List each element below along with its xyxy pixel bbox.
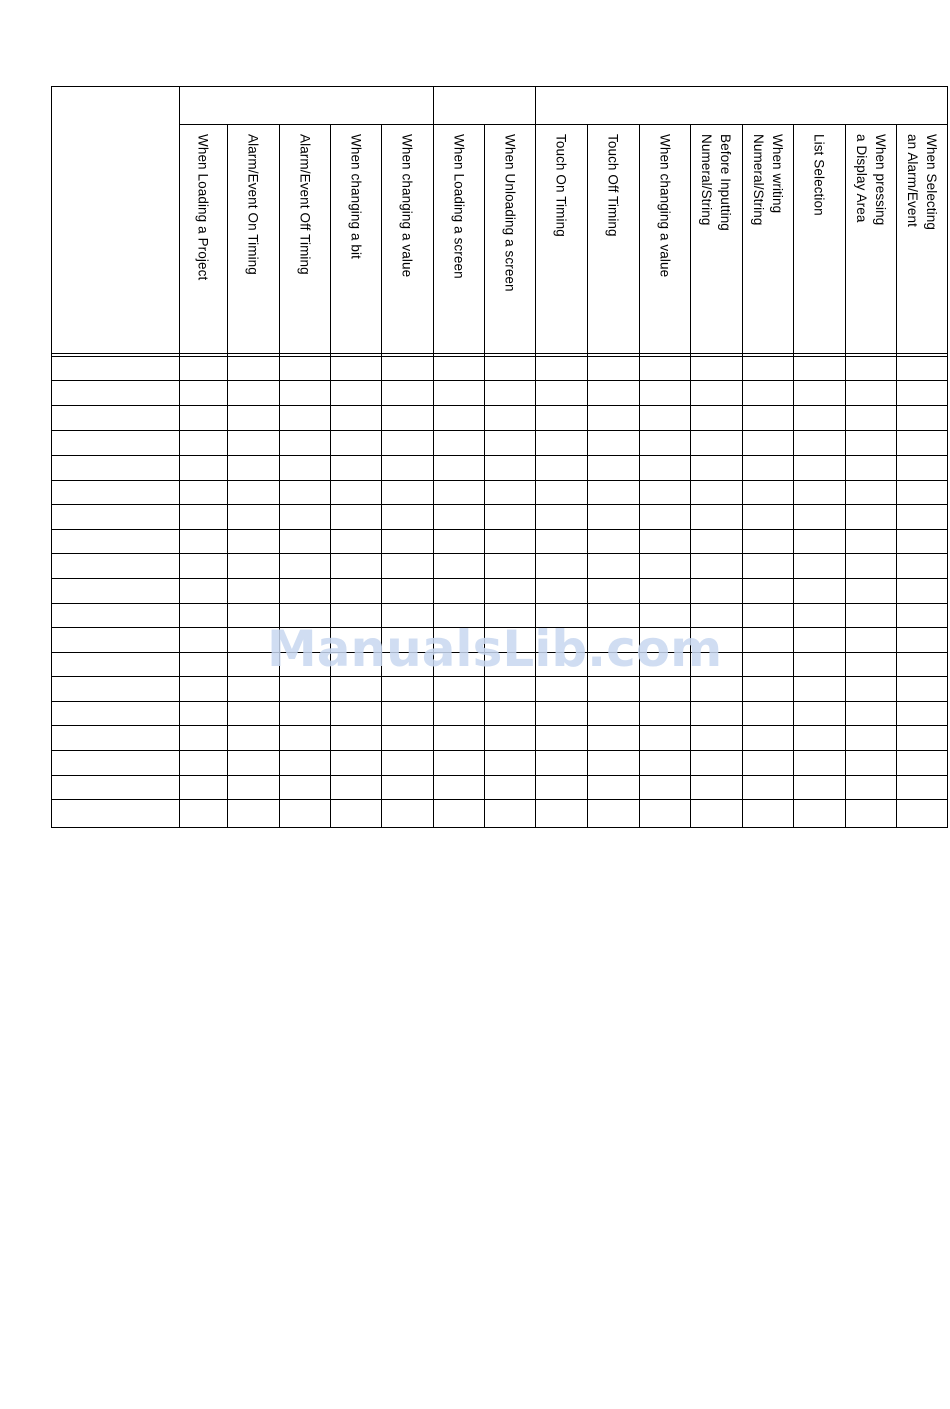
table-row-divider bbox=[51, 405, 947, 406]
column-header bbox=[587, 134, 639, 344]
column-header bbox=[279, 134, 330, 344]
column-header-label: When changing a bit bbox=[348, 134, 363, 259]
column-header-label: When Loading a screen bbox=[451, 134, 466, 279]
table-row-divider bbox=[51, 455, 947, 456]
header-rule-upper bbox=[51, 353, 947, 354]
column-header-label: List Selection bbox=[811, 134, 827, 216]
column-header-label: Alarm/Event On Timing bbox=[245, 134, 261, 275]
column-header bbox=[639, 134, 690, 344]
column-header bbox=[845, 134, 896, 344]
column-header-label: When changing a value bbox=[399, 134, 415, 278]
table-border-right bbox=[947, 86, 948, 828]
column-header-label: When pressing a Display Area bbox=[853, 134, 888, 226]
column-header bbox=[742, 134, 793, 344]
table-row-divider bbox=[51, 480, 947, 481]
table-row-divider bbox=[51, 504, 947, 505]
watermark: ManualsLib.com bbox=[267, 620, 723, 678]
column-header bbox=[484, 134, 535, 344]
column-header-label: Touch On Timing bbox=[553, 134, 569, 237]
table-border-left bbox=[51, 86, 52, 828]
column-header-label: Touch Off Timing bbox=[605, 134, 621, 237]
column-header bbox=[381, 134, 433, 344]
column-header bbox=[690, 134, 742, 344]
column-header-label: When Loading a Project bbox=[195, 134, 211, 281]
table-row-divider bbox=[51, 578, 947, 579]
table-row-divider bbox=[51, 627, 947, 628]
column-header bbox=[896, 134, 947, 344]
column-header bbox=[330, 134, 381, 344]
column-header bbox=[227, 134, 279, 344]
table-row-divider bbox=[51, 380, 947, 381]
group-header-underline bbox=[179, 124, 947, 125]
table-row-divider bbox=[51, 529, 947, 530]
table-row-divider bbox=[51, 750, 947, 751]
column-header-label: Alarm/Event Off Timing bbox=[297, 134, 312, 275]
table-row-divider bbox=[51, 652, 947, 653]
column-header-label: When writing Numeral/String bbox=[750, 134, 785, 226]
column-header-label: Before Inputting Numeral/String bbox=[699, 134, 733, 231]
table-row-divider bbox=[51, 603, 947, 604]
table-row-divider bbox=[51, 430, 947, 431]
column-header bbox=[793, 134, 845, 344]
table-row-divider bbox=[51, 701, 947, 702]
column-header bbox=[179, 134, 227, 344]
table-row-divider bbox=[51, 799, 947, 800]
table-row-divider bbox=[51, 775, 947, 776]
column-header-label: When changing a value bbox=[657, 134, 672, 278]
column-header bbox=[433, 134, 484, 344]
column-header-label: When Unloading a screen bbox=[502, 134, 517, 292]
table-row-divider bbox=[51, 725, 947, 726]
table-border-top bbox=[51, 86, 948, 87]
column-header bbox=[535, 134, 587, 344]
table-border-bottom bbox=[51, 827, 948, 828]
table-row-divider bbox=[51, 676, 947, 677]
table-row-divider bbox=[51, 553, 947, 554]
header-rule-lower bbox=[51, 356, 947, 357]
column-header-label: When Selecting an Alarm/Event bbox=[904, 134, 939, 230]
